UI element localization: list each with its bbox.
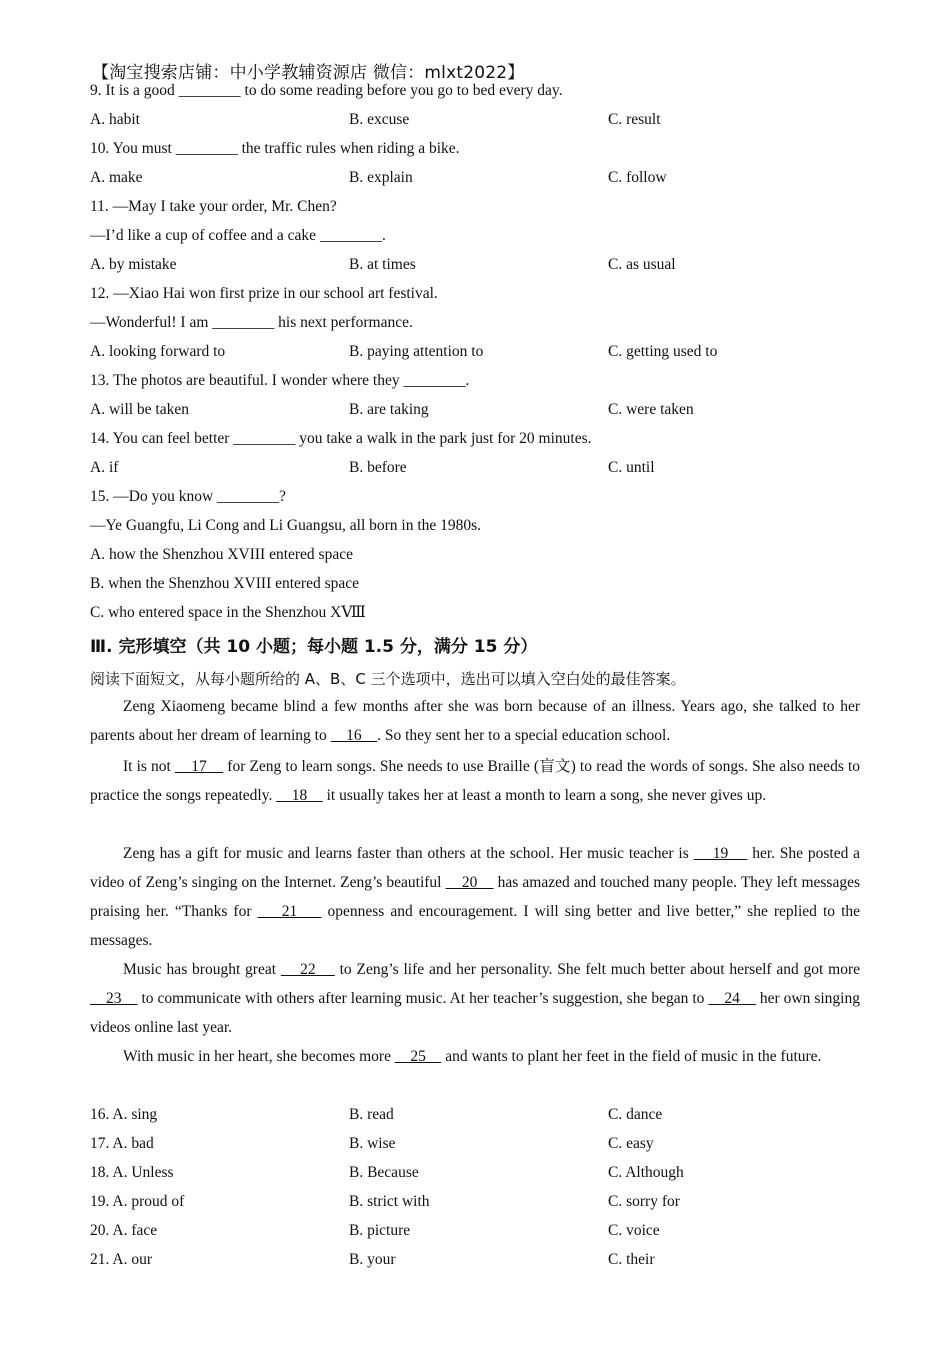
question-19-option-a: 19. A. proud of — [90, 1193, 185, 1210]
question-19-option-c: C. sorry for — [608, 1193, 680, 1210]
question-12-stem-2: —Wonderful! I am ________ his next performance. — [90, 314, 413, 331]
passage-text: for Zeng to learn songs. She needs to use Braille (盲文) to read the words of songs. She also needs to practice the songs repeatedly. — [90, 758, 860, 804]
question-14-option-b: B. before — [349, 459, 407, 476]
passage-text: her. She posted a video of Zeng’s singing on the Internet. Zeng’s beautiful — [90, 845, 861, 891]
question-12-option-a: A. looking forward to — [90, 343, 226, 360]
passage-text: . So they sent her to a special education school. — [377, 727, 671, 744]
question-11-stem-2: —I’d like a cup of coffee and a cake ________. — [90, 227, 386, 244]
blank-17: 17 — [174, 758, 224, 775]
question-11-option-b: B. at times — [349, 256, 416, 273]
passage-text: openness and encouragement. I will sing better and live better,” she replied to the messages. — [90, 903, 861, 949]
question-10-option-a: A. make — [90, 169, 143, 186]
passage-text: It is not — [123, 758, 175, 775]
question-15-stem-2: —Ye Guangfu, Li Cong and Li Guangsu, all born in the 1980s. — [90, 517, 482, 534]
blank-24: 24 — [708, 990, 756, 1007]
passage-text: With music in her heart, she becomes more — [123, 1048, 395, 1065]
blank-23: 23 — [90, 990, 138, 1007]
question-19-option-b: B. strict with — [349, 1193, 430, 1210]
question-10-option-b: B. explain — [349, 169, 413, 186]
passage-text: her own singing videos online last year. — [90, 990, 860, 1036]
question-16-option-c: C. dance — [608, 1106, 663, 1123]
question-16-option-a: 16. A. sing — [90, 1106, 158, 1123]
page-header: 【淘宝搜索店铺：中小学教辅资源店 微信：mlxt2022】 — [92, 63, 525, 83]
question-11-option-a: A. by mistake — [90, 256, 177, 273]
question-17-option-c: C. easy — [608, 1135, 654, 1152]
question-18-option-a: 18. A. Unless — [90, 1164, 174, 1181]
passage-text: and wants to plant her feet in the field of music in the future. — [441, 1048, 822, 1065]
question-11-option-c: C. as usual — [608, 256, 676, 273]
question-13-option-a: A. will be taken — [90, 401, 190, 418]
question-21-option-a: 21. A. our — [90, 1251, 152, 1268]
blank-22: 22 — [280, 961, 335, 978]
passage-paragraph-3 — [90, 839, 860, 955]
question-20-option-b: B. picture — [349, 1222, 411, 1239]
question-15-option-b: B. when the Shenzhou XVIII entered space — [90, 575, 360, 592]
question-18-option-b: B. Because — [349, 1164, 419, 1181]
passage-text: to Zeng’s life and her personality. She felt much better about herself and got more — [334, 961, 861, 978]
question-9-option-c: C. result — [608, 111, 661, 128]
question-14-option-a: A. if — [90, 459, 119, 476]
question-11-stem-1: 11. —May I take your order, Mr. Chen? — [90, 198, 337, 215]
question-10-stem: 10. You must ________ the traffic rules when riding a bike. — [90, 140, 460, 157]
blank-16: 16 — [330, 727, 378, 744]
section-title: Ⅲ. 完形填空（共 10 小题；每小题 1.5 分，满分 15 分） — [90, 637, 538, 657]
question-18-option-c: C. Although — [608, 1164, 684, 1181]
passage-text: Zeng has a gift for music and learns faster than others at the school. Her music teacher is — [123, 845, 694, 862]
passage-text: has amazed and touched many people. They left messages praising her. “Thanks for — [90, 874, 861, 920]
question-12-option-c: C. getting used to — [608, 343, 718, 360]
question-21-option-b: B. your — [349, 1251, 396, 1268]
passage-text: Zeng Xiaomeng became blind a few months after she was born because of an illness. Years ago, she talked to her parents about her dream of learning to — [90, 698, 860, 744]
question-15-option-c: C. who entered space in the Shenzhou XⅧ — [90, 604, 366, 621]
passage-text: to communicate with others after learning music. At her teacher’s suggestion, she began to — [137, 990, 709, 1007]
question-15-option-a: A. how the Shenzhou XVIII entered space — [90, 546, 353, 563]
question-13-option-c: C. were taken — [608, 401, 694, 418]
blank-25: 25 — [394, 1048, 442, 1065]
passage-paragraph-4 — [90, 955, 860, 1042]
question-20-option-a: 20. A. face — [90, 1222, 158, 1239]
question-9-option-b: B. excuse — [349, 111, 410, 128]
question-9-stem: 9. It is a good ________ to do some reading before you go to bed every day. — [90, 82, 563, 99]
question-12-stem-1: 12. —Xiao Hai won first prize in our school art festival. — [90, 285, 438, 302]
passage-paragraph-5 — [90, 1042, 860, 1071]
blank-21: 21 — [257, 903, 322, 920]
section-instruction: 阅读下面短文，从每小题所给的 A、B、C 三个选项中，选出可以填入空白处的最佳答案。 — [90, 670, 686, 688]
passage-text: it usually takes her at least a month to learn a song, she never gives up. — [322, 787, 767, 804]
question-16-option-b: B. read — [349, 1106, 394, 1123]
question-20-option-c: C. voice — [608, 1222, 660, 1239]
question-9-option-a: A. habit — [90, 111, 140, 128]
question-13-stem: 13. The photos are beautiful. I wonder where they ________. — [90, 372, 470, 389]
question-12-option-b: B. paying attention to — [349, 343, 484, 360]
blank-19: 19 — [693, 845, 748, 862]
question-14-option-c: C. until — [608, 459, 655, 476]
blank-20: 20 — [445, 874, 494, 891]
question-17-option-a: 17. A. bad — [90, 1135, 154, 1152]
passage-paragraph-2 — [90, 752, 860, 810]
question-14-stem: 14. You can feel better ________ you take a walk in the park just for 20 minutes. — [90, 430, 592, 447]
passage-paragraph-1 — [90, 692, 860, 750]
question-21-option-c: C. their — [608, 1251, 655, 1268]
question-17-option-b: B. wise — [349, 1135, 396, 1152]
question-13-option-b: B. are taking — [349, 401, 429, 418]
passage-text: Music has brought great — [123, 961, 281, 978]
question-10-option-c: C. follow — [608, 169, 667, 186]
blank-18: 18 — [276, 787, 323, 804]
question-15-stem-1: 15. —Do you know ________? — [90, 488, 286, 505]
